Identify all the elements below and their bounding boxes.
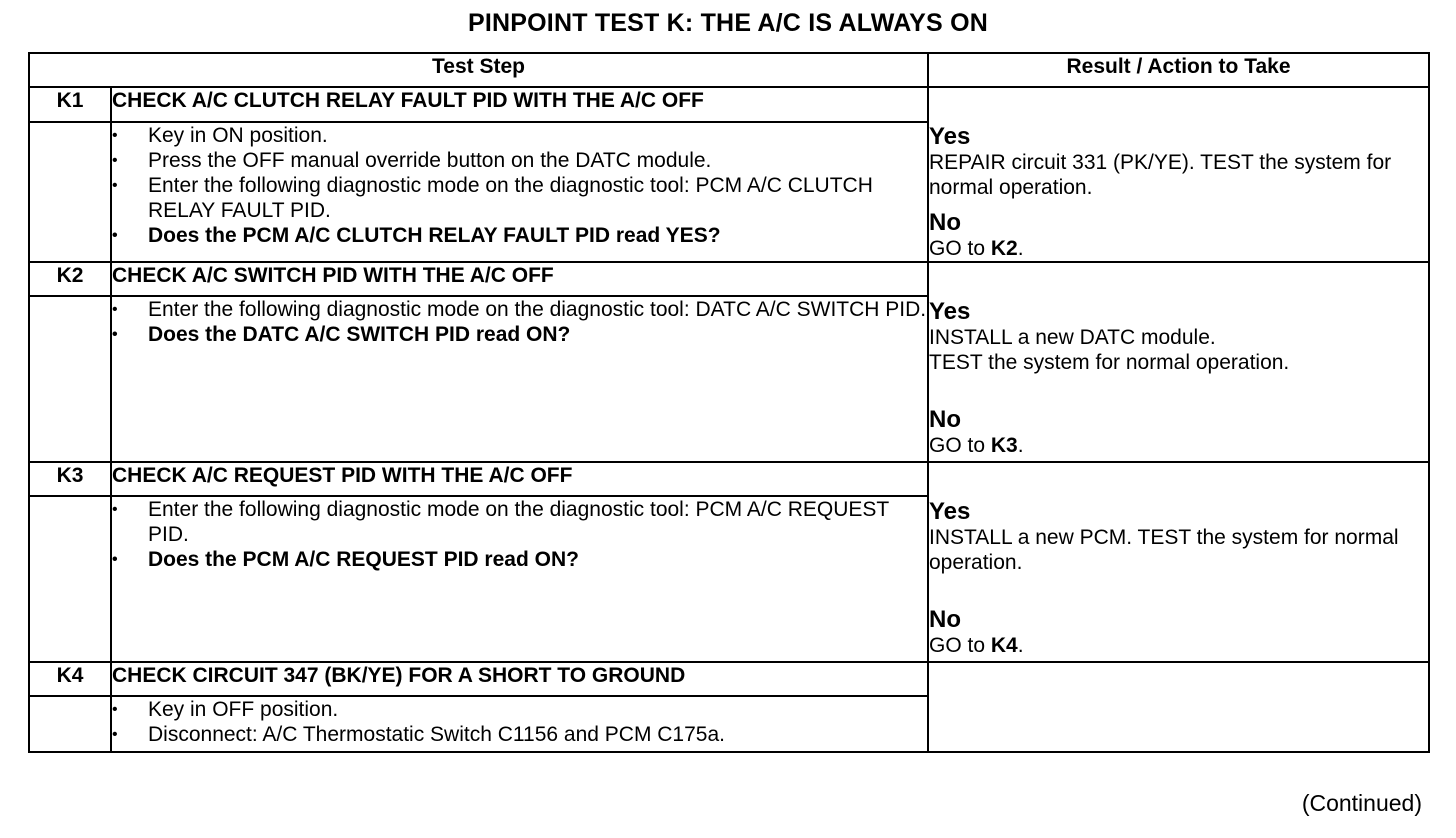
step-k3-result xyxy=(928,462,1429,662)
step-bullet: • Press the OFF manual override button on the DATC module. xyxy=(112,148,927,173)
goto-link[interactable]: K4 xyxy=(990,634,1018,657)
step-title: CHECK A/C SWITCH PID WITH THE A/C OFF xyxy=(111,262,928,296)
result-header: Result / Action to Take xyxy=(928,53,1429,87)
step-bullet: • Enter the following diagnostic mode on the diagnostic tool: DATC A/C SWITCH PID. xyxy=(112,297,927,322)
step-title: CHECK A/C REQUEST PID WITH THE A/C OFF xyxy=(111,462,928,496)
step-bullet: • Key in ON position. xyxy=(112,123,927,148)
yes-action: INSTALL a new PCM. TEST the system for normal operation. xyxy=(929,526,1399,574)
yes-label: Yes xyxy=(929,298,971,325)
step-k1-result xyxy=(928,87,1429,262)
yes-action: TEST the system for normal operation. xyxy=(929,351,1290,374)
step-k2-result xyxy=(928,262,1429,462)
no-label: No xyxy=(929,406,961,433)
step-id-spacer xyxy=(29,696,111,752)
step-question: • Does the DATC A/C SWITCH PID read ON? xyxy=(112,322,927,347)
step-id-spacer xyxy=(29,496,111,662)
step-id-spacer xyxy=(29,122,111,262)
goto-link[interactable]: K3 xyxy=(990,434,1018,457)
step-id-spacer xyxy=(29,296,111,462)
step-id: K4 xyxy=(29,662,111,696)
no-action: GO to K4. xyxy=(929,634,1024,657)
step-id: K1 xyxy=(29,87,111,122)
step-k4-result xyxy=(928,662,1429,752)
step-body xyxy=(111,696,928,752)
step-question: • Does the PCM A/C REQUEST PID read ON? xyxy=(112,547,927,572)
step-k1-title-row xyxy=(29,87,1429,122)
goto-link[interactable]: K2 xyxy=(990,237,1018,260)
step-question: • Does the PCM A/C CLUTCH RELAY FAULT PID read YES? xyxy=(112,223,927,248)
header-row xyxy=(29,53,1429,87)
test-step-header: Test Step xyxy=(29,53,928,87)
yes-action: INSTALL a new DATC module. xyxy=(929,326,1216,349)
step-title: CHECK CIRCUIT 347 (BK/YE) FOR A SHORT TO GROUND xyxy=(111,662,928,696)
step-bullet: • Enter the following diagnostic mode on the diagnostic tool: PCM A/C REQUEST PID. xyxy=(112,497,927,547)
step-bullet: • Enter the following diagnostic mode on the diagnostic tool: PCM A/C CLUTCH RELAY FAULT PID. xyxy=(112,173,927,223)
step-body xyxy=(111,296,928,462)
step-title: CHECK A/C CLUTCH RELAY FAULT PID WITH THE A/C OFF xyxy=(111,87,928,122)
no-action: GO to K3. xyxy=(929,434,1024,457)
no-label: No xyxy=(929,209,961,236)
page-title: PINPOINT TEST K: THE A/C IS ALWAYS ON xyxy=(468,9,988,37)
step-id: K2 xyxy=(29,262,111,296)
step-body xyxy=(111,496,928,662)
step-k4-title-row xyxy=(29,662,1429,696)
yes-label: Yes xyxy=(929,498,971,525)
no-label: No xyxy=(929,606,961,633)
yes-label: Yes xyxy=(929,123,971,150)
no-action: GO to K2. xyxy=(929,237,1024,260)
step-bullet: • Disconnect: A/C Thermostatic Switch C1156 and PCM C175a. xyxy=(112,722,927,747)
step-bullet: • Key in OFF position. xyxy=(112,697,927,722)
pinpoint-test-table xyxy=(28,52,1430,753)
step-body xyxy=(111,122,928,262)
step-id: K3 xyxy=(29,462,111,496)
step-k2-title-row xyxy=(29,262,1429,296)
step-k3-title-row xyxy=(29,462,1429,496)
continued-note: (Continued) xyxy=(1301,790,1422,816)
yes-action: REPAIR circuit 331 (PK/YE). TEST the system for normal operation. xyxy=(929,151,1392,199)
